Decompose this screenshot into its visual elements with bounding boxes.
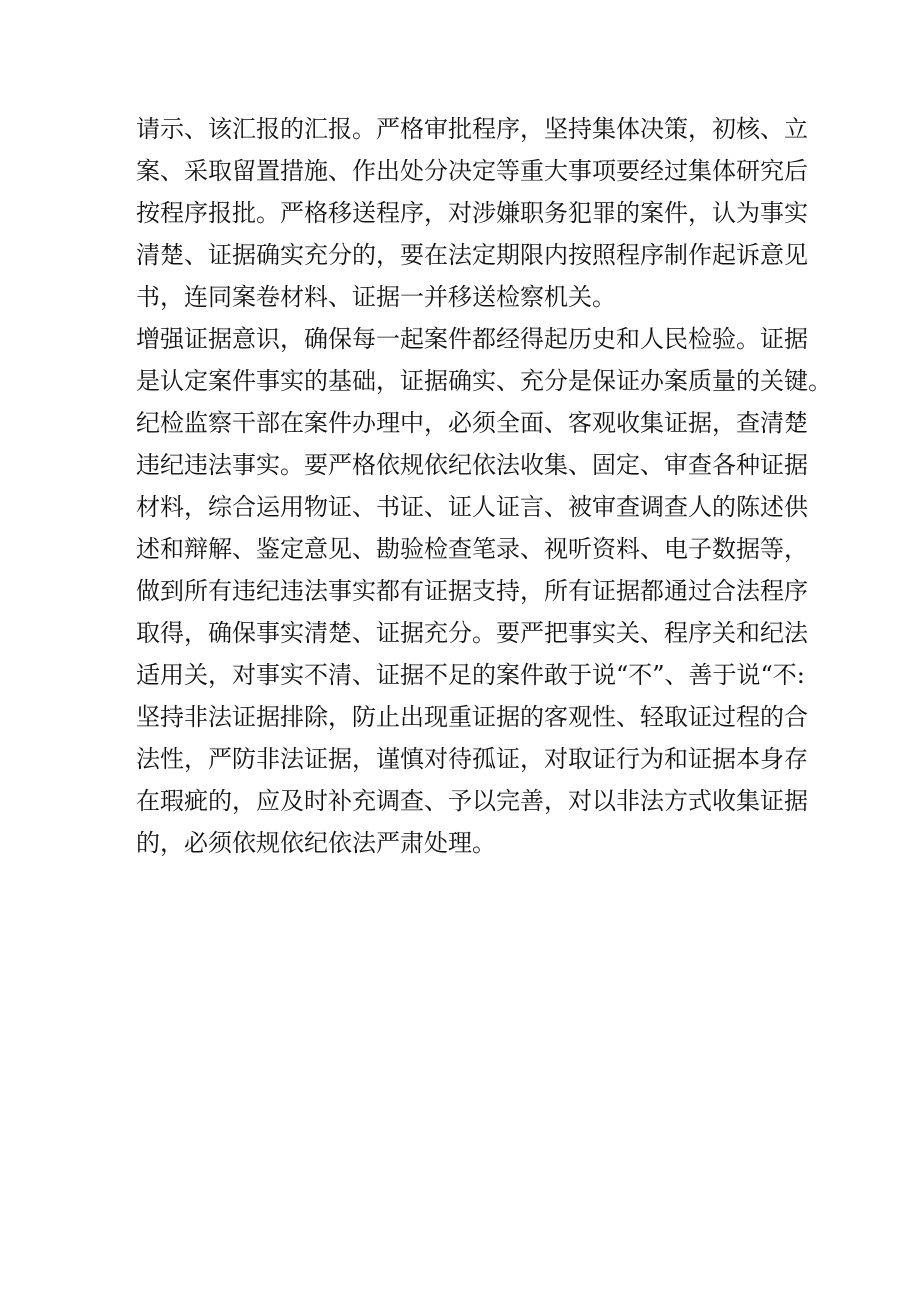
body-text [136,108,832,864]
text-line: 坚持非法证据排除，防止出现重证据的客观性、轻取证过程的合 [136,703,808,731]
text-line: 清楚、证据确实充分的，要在法定期限内按照程序制作起诉意见 [136,241,808,269]
text-line: 案、采取留置措施、作出处分决定等重大事项要经过集体研究后 [136,157,808,185]
text-line: 在瑕疵的，应及时补充调查、予以完善，对以非法方式收集证据 [136,787,808,815]
text-line: 请示、该汇报的汇报。严格审批程序，坚持集体决策，初核、立 [136,115,808,143]
text-line: 增强证据意识，确保每一起案件都经得起历史和人民检验。证据 [136,325,808,353]
text-line: 述和辩解、鉴定意见、勘验检查笔录、视听资料、电子数据等， [136,535,808,563]
text-line: 取得，确保事实清楚、证据充分。要严把事实关、程序关和纪法 [136,619,808,647]
text-line: 是认定案件事实的基础，证据确实、充分是保证办案质量的关键。 [136,367,832,395]
text-line: 材料，综合运用物证、书证、证人证言、被审查调查人的陈述供 [136,493,808,521]
text-line: 做到所有违纪违法事实都有证据支持，所有证据都通过合法程序 [136,577,808,605]
text-line: 法性，严防非法证据，谨慎对待孤证，对取证行为和证据本身存 [136,745,808,773]
text-line: 按程序报批。严格移送程序，对涉嫌职务犯罪的案件，认为事实 [136,199,808,227]
text-line: 适用关，对事实不清、证据不足的案件敢于说“不”、善于说“不: [136,661,805,689]
text-line: 违纪违法事实。要严格依规依纪依法收集、固定、审查各种证据 [136,451,808,479]
text-line: 书，连同案卷材料、证据一并移送检察机关。 [136,283,616,311]
text-line: 的，必须依规依纪依法严肃处理。 [136,829,496,857]
text-line: 纪检监察干部在案件办理中，必须全面、客观收集证据，查清楚 [136,409,808,437]
